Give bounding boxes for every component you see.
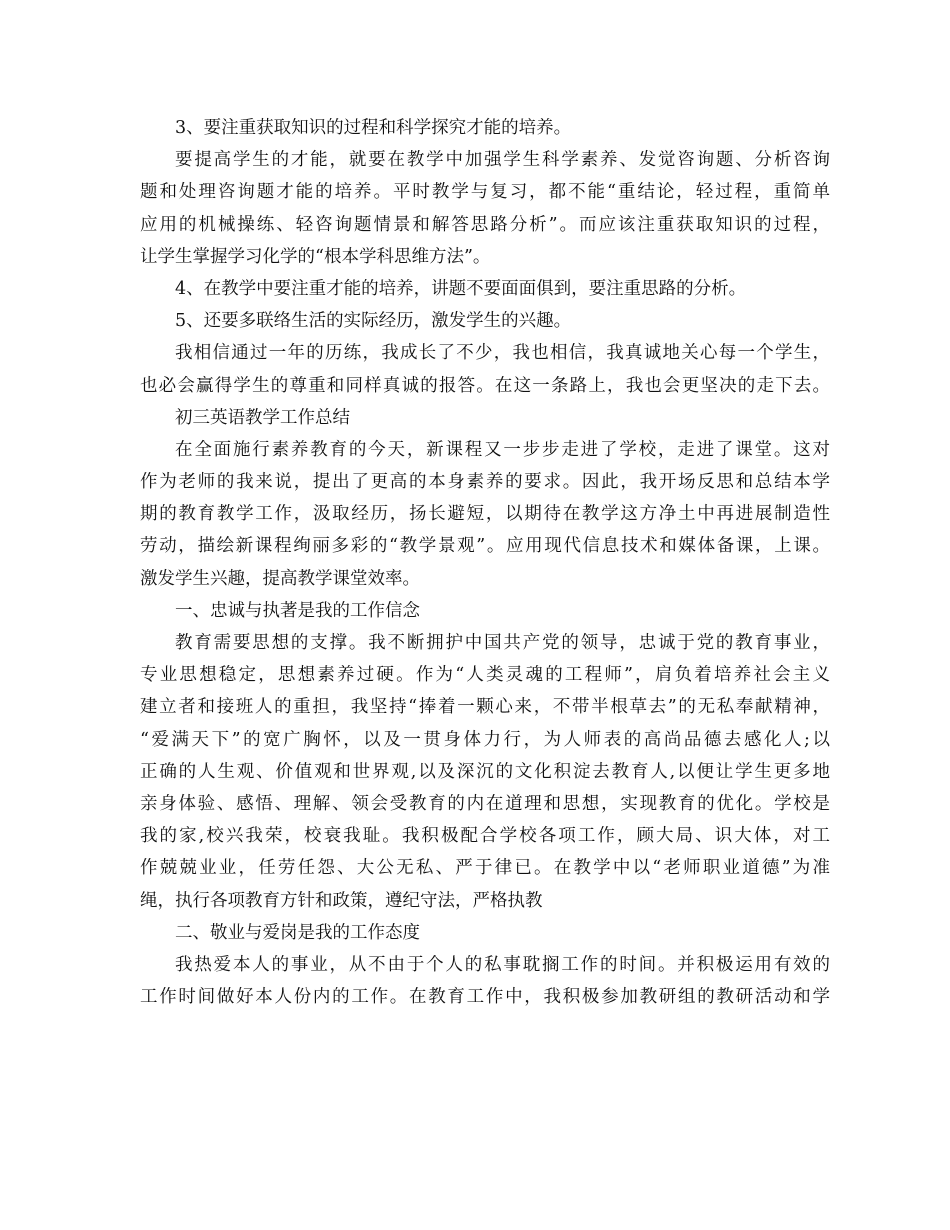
text-line: 我热爱本人的事业，从不由于个人的私事耽搁工作的时间。并积极运用有效的 xyxy=(175,954,830,975)
text-line: 正确的人生观、价值观和世界观,以及深沉的文化积淀去教育人,以便让学生更多地 xyxy=(140,761,830,782)
text-line: 期的教育教学工作，汲取经历，扬长避短，以期待在教学这方净土中再进展制造性 xyxy=(140,504,830,525)
text-line: 激发学生兴趣，提高教学课堂效率。 xyxy=(140,568,420,589)
text-line: 初三英语教学工作总结 xyxy=(175,407,350,428)
text-line: 题和处理咨询题才能的培养。平时教学与复习，都不能“重结论，轻过程，重简单 xyxy=(140,182,830,203)
text-line: 作为老师的我来说，提出了更高的本身素养的要求。因此，我开场反思和总结本学 xyxy=(140,472,830,493)
text-line: 亲身体验、感悟、理解、领会受教育的内在道理和思想，实现教育的优化。学校是 xyxy=(140,793,830,814)
text-line: 5、还要多联络生活的实际经历，激发学生的兴趣。 xyxy=(175,311,572,332)
text-line: 一、忠诚与执著是我的工作信念 xyxy=(175,600,420,621)
text-line: 教育需要思想的支撑。我不断拥护中国共产党的领导，忠诚于党的教育事业， xyxy=(175,633,830,653)
text-line: 我的家,校兴我荣，校衰我耻。我积极配合学校各项工作，顾大局、识大体，对工 xyxy=(140,826,830,847)
text-line: 在全面施行素养教育的今天，新课程又一步步走进了学校，走进了课堂。这对 xyxy=(175,439,830,460)
text-line: 应用的机械操练、轻咨询题情景和解答思路分析”。而应该注重获取知识的过程， xyxy=(140,214,830,235)
text-line: 让学生掌握学习化学的“根本学科思维方法”。 xyxy=(140,246,491,267)
document-body xyxy=(140,112,830,1013)
text-line: 二、敬业与爱岗是我的工作态度 xyxy=(175,922,420,943)
text-line: “爱满天下”的宽广胸怀，以及一贯身体力行，为人师表的高尚品德去感化人;以 xyxy=(140,729,830,750)
text-line: 专业思想稳定，思想素养过硬。作为“人类灵魂的工程师”，肩负着培养社会主义 xyxy=(140,665,830,686)
text-line: 绳，执行各项教育方针和政策，遵纪守法，严格执教 xyxy=(140,890,543,911)
text-line: 也必会赢得学生的尊重和同样真诚的报答。在这一条路上，我也会更坚决的走下去。 xyxy=(140,375,830,396)
text-line: 4、在教学中要注重才能的培养，讲题不要面面俱到，要注重思路的分析。 xyxy=(175,278,747,299)
text-line: 建立者和接班人的重担，我坚持“捧着一颗心来，不带半根草去”的无私奉献精神， xyxy=(140,697,830,718)
text-line: 作兢兢业业，任劳任怨、大公无私、严于律已。在教学中以“老师职业道德”为准 xyxy=(140,858,830,879)
text-line: 我相信通过一年的历练，我成长了不少，我也相信，我真诚地关心每一个学生， xyxy=(175,343,830,364)
text-line: 3、要注重获取知识的过程和科学探究才能的培养。 xyxy=(175,118,572,138)
text-line: 要提高学生的才能，就要在教学中加强学生科学素养、发觉咨询题、分析咨询 xyxy=(175,150,830,171)
text-line: 劳动，描绘新课程绚丽多彩的“教学景观”。应用现代信息技术和媒体备课，上课。 xyxy=(140,536,830,557)
text-line: 工作时间做好本人份内的工作。在教育工作中，我积极参加教研组的教研活动和学 xyxy=(140,987,830,1008)
